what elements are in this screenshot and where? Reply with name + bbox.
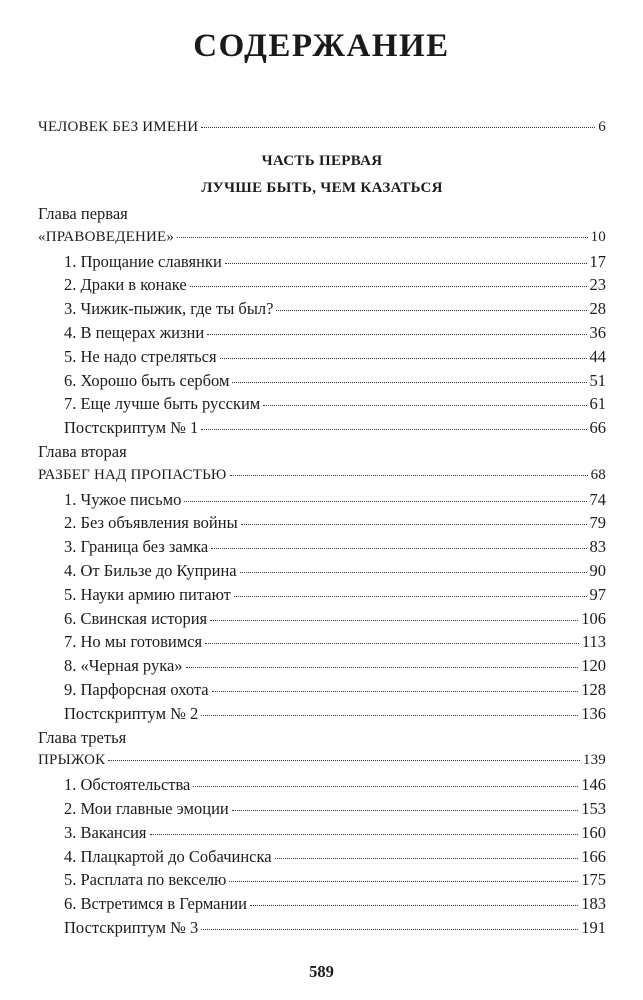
toc-entry-title: 1. Прощание славянки <box>64 251 222 271</box>
toc-entry-title: 1. Чужое письмо <box>64 489 182 509</box>
toc-entry-title: 3. Чижик-пыжик, где ты был? <box>64 299 274 319</box>
table-of-contents <box>38 112 606 940</box>
dot-leader <box>201 715 578 716</box>
toc-entry-page: 97 <box>589 584 606 604</box>
toc-section-entry <box>38 583 606 607</box>
toc-entry-title: ПРЫЖОК <box>38 752 106 769</box>
toc-entry-page: 23 <box>589 275 606 295</box>
toc-entry-page: 183 <box>581 894 606 914</box>
toc-entry-title: 5. Расплата по векселю <box>64 870 227 890</box>
chapter-title-entry <box>38 226 606 250</box>
toc-entry-title: ЧЕЛОВЕК БЕЗ ИМЕНИ <box>38 119 199 135</box>
dot-leader <box>108 760 580 761</box>
toc-entry-page: 51 <box>589 370 606 390</box>
toc-section-entry <box>38 392 606 416</box>
toc-entry-page: 128 <box>581 679 606 699</box>
dot-leader <box>232 382 586 383</box>
toc-section-entry <box>38 892 606 916</box>
toc-entry-page: 136 <box>581 703 606 723</box>
toc-entry-page: 28 <box>589 299 606 319</box>
toc-entry-page: 90 <box>589 560 606 580</box>
page-title: СОДЕРЖАНИЕ <box>193 28 450 64</box>
toc-entry-title: 1. Обстоятельства <box>64 775 191 795</box>
part-heading-line2: ЛУЧШЕ БЫТЬ, ЧЕМ КАЗАТЬСЯ <box>201 180 443 196</box>
chapters-list <box>38 202 606 940</box>
chapter-title-entry <box>38 749 606 773</box>
toc-entry-title: 3. Граница без замка <box>64 537 209 557</box>
dot-leader <box>210 620 578 621</box>
toc-entry-title: Постскриптум № 2 <box>64 703 199 723</box>
toc-section-entry <box>38 916 606 940</box>
dot-leader <box>212 691 579 692</box>
toc-section-entry <box>38 821 606 845</box>
toc-entry-prologue <box>38 112 606 142</box>
toc-entry-page: 17 <box>589 251 606 271</box>
toc-entry-page: 146 <box>581 775 606 795</box>
toc-entry-page: 68 <box>590 466 606 483</box>
toc-entry-title: 7. Еще лучше быть русским <box>64 394 261 414</box>
dot-leader <box>276 310 586 311</box>
dot-leader <box>184 501 586 502</box>
toc-entry-page: 191 <box>581 917 606 937</box>
toc-entry-title: РАЗБЕГ НАД ПРОПАСТЬЮ <box>38 466 227 483</box>
toc-entry-title: 8. «Черная рука» <box>64 656 183 676</box>
toc-entry-page: 36 <box>589 322 606 342</box>
toc-section-entry <box>38 511 606 535</box>
dot-leader <box>193 786 578 787</box>
toc-entry-title: 6. Встретимся в Германии <box>64 894 247 914</box>
toc-entry-title: 4. В пещерах жизни <box>64 322 205 342</box>
toc-entry-page: 175 <box>581 870 606 890</box>
toc-section-entry <box>38 369 606 393</box>
dot-leader <box>240 572 587 573</box>
toc-section-entry <box>38 273 606 297</box>
dot-leader <box>190 286 587 287</box>
page-number: 589 <box>309 962 334 981</box>
dot-leader <box>207 334 586 335</box>
toc-section-entry <box>38 678 606 702</box>
toc-section-entry <box>38 607 606 631</box>
toc-entry-page: 66 <box>589 418 606 438</box>
toc-entry-page: 113 <box>581 632 606 652</box>
toc-entry-page: 6 <box>598 119 606 135</box>
toc-section-entry <box>38 797 606 821</box>
dot-leader <box>201 127 595 128</box>
toc-entry-page: 153 <box>581 798 606 818</box>
dot-leader <box>230 475 588 476</box>
dot-leader <box>201 929 578 930</box>
toc-entry-page: 106 <box>581 608 606 628</box>
dot-leader <box>275 858 579 859</box>
toc-section-entry <box>38 702 606 726</box>
toc-entry-page: 74 <box>589 489 606 509</box>
chapter-label: Глава первая <box>38 204 128 223</box>
toc-entry-title: 2. Мои главные эмоции <box>64 798 229 818</box>
chapter-label: Глава третья <box>38 727 127 747</box>
dot-leader <box>225 263 587 264</box>
toc-entry-page: 10 <box>590 228 606 245</box>
toc-entry-page: 79 <box>589 513 606 533</box>
dot-leader <box>211 548 586 549</box>
dot-leader <box>205 643 579 644</box>
toc-entry-title: «ПРАВОВЕДЕНИЕ» <box>38 228 175 245</box>
toc-section-entry <box>38 535 606 559</box>
toc-entry-title: 3. Вакансия <box>64 822 147 842</box>
toc-entry-page: 83 <box>589 537 606 557</box>
toc-entry-page: 139 <box>582 752 606 769</box>
toc-entry-title: Постскриптум № 1 <box>64 418 199 438</box>
dot-leader <box>186 667 579 668</box>
toc-section-entry <box>38 345 606 369</box>
dot-leader <box>234 596 587 597</box>
dot-leader <box>220 358 587 359</box>
chapter-title-entry <box>38 464 606 488</box>
dot-leader <box>229 881 578 882</box>
toc-section-entry <box>38 868 606 892</box>
toc-entry-page: 160 <box>581 822 606 842</box>
dot-leader <box>201 429 586 430</box>
part-heading-line1: ЧАСТЬ ПЕРВАЯ <box>261 153 383 169</box>
toc-section-entry <box>38 488 606 512</box>
toc-entry-title: 7. Но мы готовимся <box>64 632 203 652</box>
toc-entry-page: 120 <box>581 656 606 676</box>
toc-entry-page: 61 <box>589 394 606 414</box>
toc-section-entry <box>38 654 606 678</box>
toc-entry-title: 9. Парфорсная охота <box>64 679 209 699</box>
toc-section-entry <box>38 845 606 869</box>
toc-entry-title: 2. Драки в конаке <box>64 275 187 295</box>
dot-leader <box>241 524 587 525</box>
toc-entry-title: 5. Не надо стреляться <box>64 346 217 366</box>
dot-leader <box>150 834 579 835</box>
toc-entry-title: 6. Свинская история <box>64 608 208 628</box>
toc-entry-title: 2. Без объявления войны <box>64 513 238 533</box>
toc-entry-title: 6. Хорошо быть сербом <box>64 370 230 390</box>
toc-section-entry <box>38 559 606 583</box>
toc-entry-title: 4. От Бильзе до Куприна <box>64 560 237 580</box>
dot-leader <box>250 905 578 906</box>
toc-entry-title: 4. Плацкартой до Собачинска <box>64 846 272 866</box>
chapter-label: Глава вторая <box>38 441 127 461</box>
toc-entry-page: 166 <box>581 846 606 866</box>
toc-section-entry <box>38 321 606 345</box>
toc-entry-page: 44 <box>589 346 606 366</box>
toc-section-entry <box>38 416 606 440</box>
toc-entry-title: Постскриптум № 3 <box>64 917 199 937</box>
toc-section-entry <box>38 773 606 797</box>
toc-section-entry <box>38 297 606 321</box>
dot-leader <box>177 237 587 238</box>
toc-section-entry <box>38 250 606 274</box>
dot-leader <box>263 405 586 406</box>
dot-leader <box>232 810 579 811</box>
toc-section-entry <box>38 630 606 654</box>
toc-entry-title: 5. Науки армию питают <box>64 584 231 604</box>
